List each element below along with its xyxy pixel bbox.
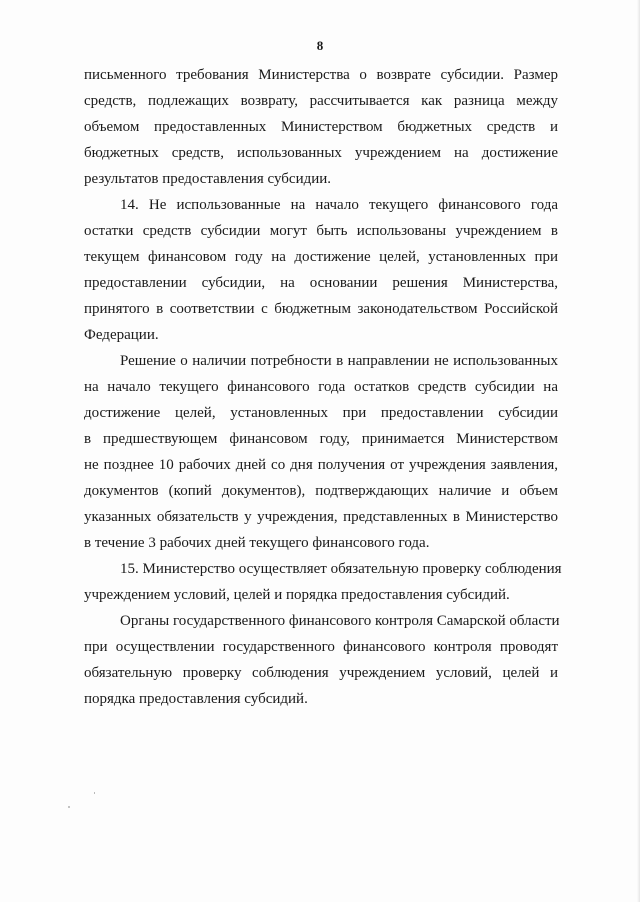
scan-speck	[94, 792, 95, 794]
text-line: на начало текущего финансового года остатков средств субсидии на	[84, 379, 558, 395]
page-number: 8	[316, 38, 324, 53]
text-line: в предшествующем финансовом году, принимается Министерством	[84, 431, 558, 447]
text-line: не позднее 10 рабочих дней со дня получения от учреждения заявления,	[84, 457, 558, 473]
text-line: при осуществлении государственного финансового контроля проводят	[84, 639, 558, 655]
text-line: принятого в соответствии с бюджетным законодательством Российской	[84, 301, 558, 317]
text-line: бюджетных средств, использованных учреждением на достижение	[84, 145, 558, 161]
text-line: 14. Не использованные на начало текущего финансового года	[120, 197, 558, 213]
text-line: предоставлении субсидии, на основании решения Министерства,	[84, 275, 558, 291]
text-line: порядка предоставления субсидий.	[84, 691, 308, 707]
text-line: документов (копий документов), подтверждающих наличие и объем	[84, 483, 558, 499]
text-line: 15. Министерство осуществляет обязательную проверку соблюдения	[120, 561, 562, 577]
text-line: указанных обязательств у учреждения, представленных в Министерство	[84, 509, 558, 525]
text-line: письменного требования Министерства о возврате субсидии. Размер	[84, 67, 558, 83]
text-line: Органы государственного финансового контроля Самарской области	[120, 613, 560, 629]
text-line: Федерации.	[84, 327, 159, 343]
text-line: Решение о наличии потребности в направлении не использованных	[120, 353, 558, 369]
text-line: достижение целей, установленных при предоставлении субсидии	[84, 405, 558, 421]
text-line: учреждением условий, целей и порядка предоставления субсидий.	[84, 587, 510, 603]
scan-speck	[68, 806, 70, 808]
text-line: средств, подлежащих возврату, рассчитывается как разница между	[84, 93, 558, 109]
text-line: обязательную проверку соблюдения учреждением условий, целей и	[84, 665, 558, 681]
text-line: результатов предоставления субсидии.	[84, 171, 332, 187]
text-line: остатки средств субсидии могут быть использованы учреждением в	[84, 223, 558, 239]
text-line: в течение 3 рабочих дней текущего финансового года.	[84, 535, 430, 551]
text-line: текущем финансовом году на достижение целей, установленных при	[84, 249, 558, 265]
text-line: объемом предоставленных Министерством бюджетных средств и	[84, 119, 558, 135]
